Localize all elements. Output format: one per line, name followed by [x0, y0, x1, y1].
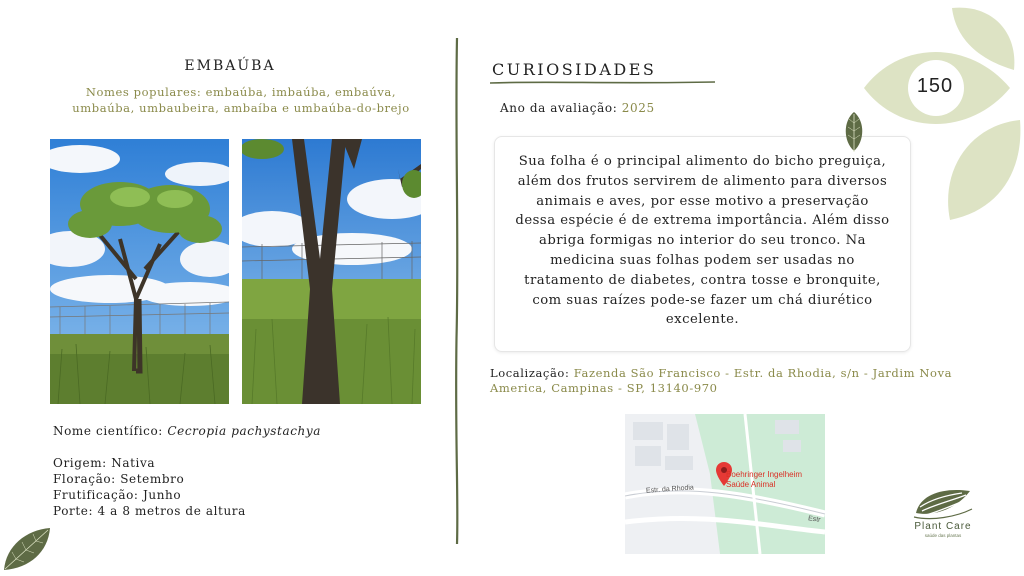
curiosities-underline: [490, 80, 715, 86]
column-divider: [454, 38, 460, 544]
plant-title: EMBAÚBA: [184, 58, 276, 74]
leaf-icon: [843, 111, 865, 153]
flowering-line: Floração: Setembro: [53, 472, 185, 486]
curiosities-text: Sua folha é o principal alimento do bicho preguiça, além dos frutos servirem de alimento para diversos animais e aves, por esse motivo a preservação dessa espécie é de extrema importância. Além disso abriga formigas no interior do seu tronco. Na medicina suas folhas podem ser usadas no tratamento de diabetes, contra tosse e bronquite, com suas raízes pode-se fazer um chá diurético excelente.: [515, 154, 890, 328]
tree-trunk-photo: [242, 139, 421, 404]
location-value: Fazenda São Francisco - Estr. da Rhodia, s/n - Jardim Nova America, Campinas - SP, 13140-970: [490, 366, 953, 395]
logo-tagline: saúde das plantas: [924, 533, 962, 538]
fruiting-line: Frutificação: Junho: [53, 488, 182, 502]
origin-line: Origem: Nativa: [53, 456, 156, 470]
page-number: 150: [916, 75, 954, 97]
logo-name: Plant Care: [914, 521, 972, 532]
location-line: [490, 366, 975, 396]
tree-photo-full: [50, 139, 229, 404]
scientific-name-label: Nome científico:: [53, 424, 168, 438]
evaluation-year: [500, 101, 655, 115]
map-place-label: Boehringer Ingelheim Saúde Animal: [726, 470, 803, 489]
scientific-name: Cecropia pachystachya: [167, 424, 321, 438]
size-line: Porte: 4 a 8 metros de altura: [53, 504, 246, 518]
map-road-label: Estr. da Rhodia: [645, 484, 695, 495]
popular-names: Nomes populares: embaúba, imbaúba, embaúva, umbaúba, umbaubeira, ambaíba e umbaúba-do-brejo: [72, 85, 410, 115]
curiosities-title: CURIOSIDADES: [492, 60, 657, 79]
plant-care-logo-icon: [912, 487, 974, 521]
year-value: 2025: [621, 101, 655, 115]
location-label: Localização:: [490, 366, 574, 380]
map-road-label-2: Estr: [807, 515, 821, 524]
bottom-leaf-icon: [2, 526, 52, 572]
scientific-name-line: [53, 424, 321, 438]
year-label: Ano da avaliação:: [500, 101, 622, 115]
decorative-leaves-icon: [860, 0, 1024, 230]
